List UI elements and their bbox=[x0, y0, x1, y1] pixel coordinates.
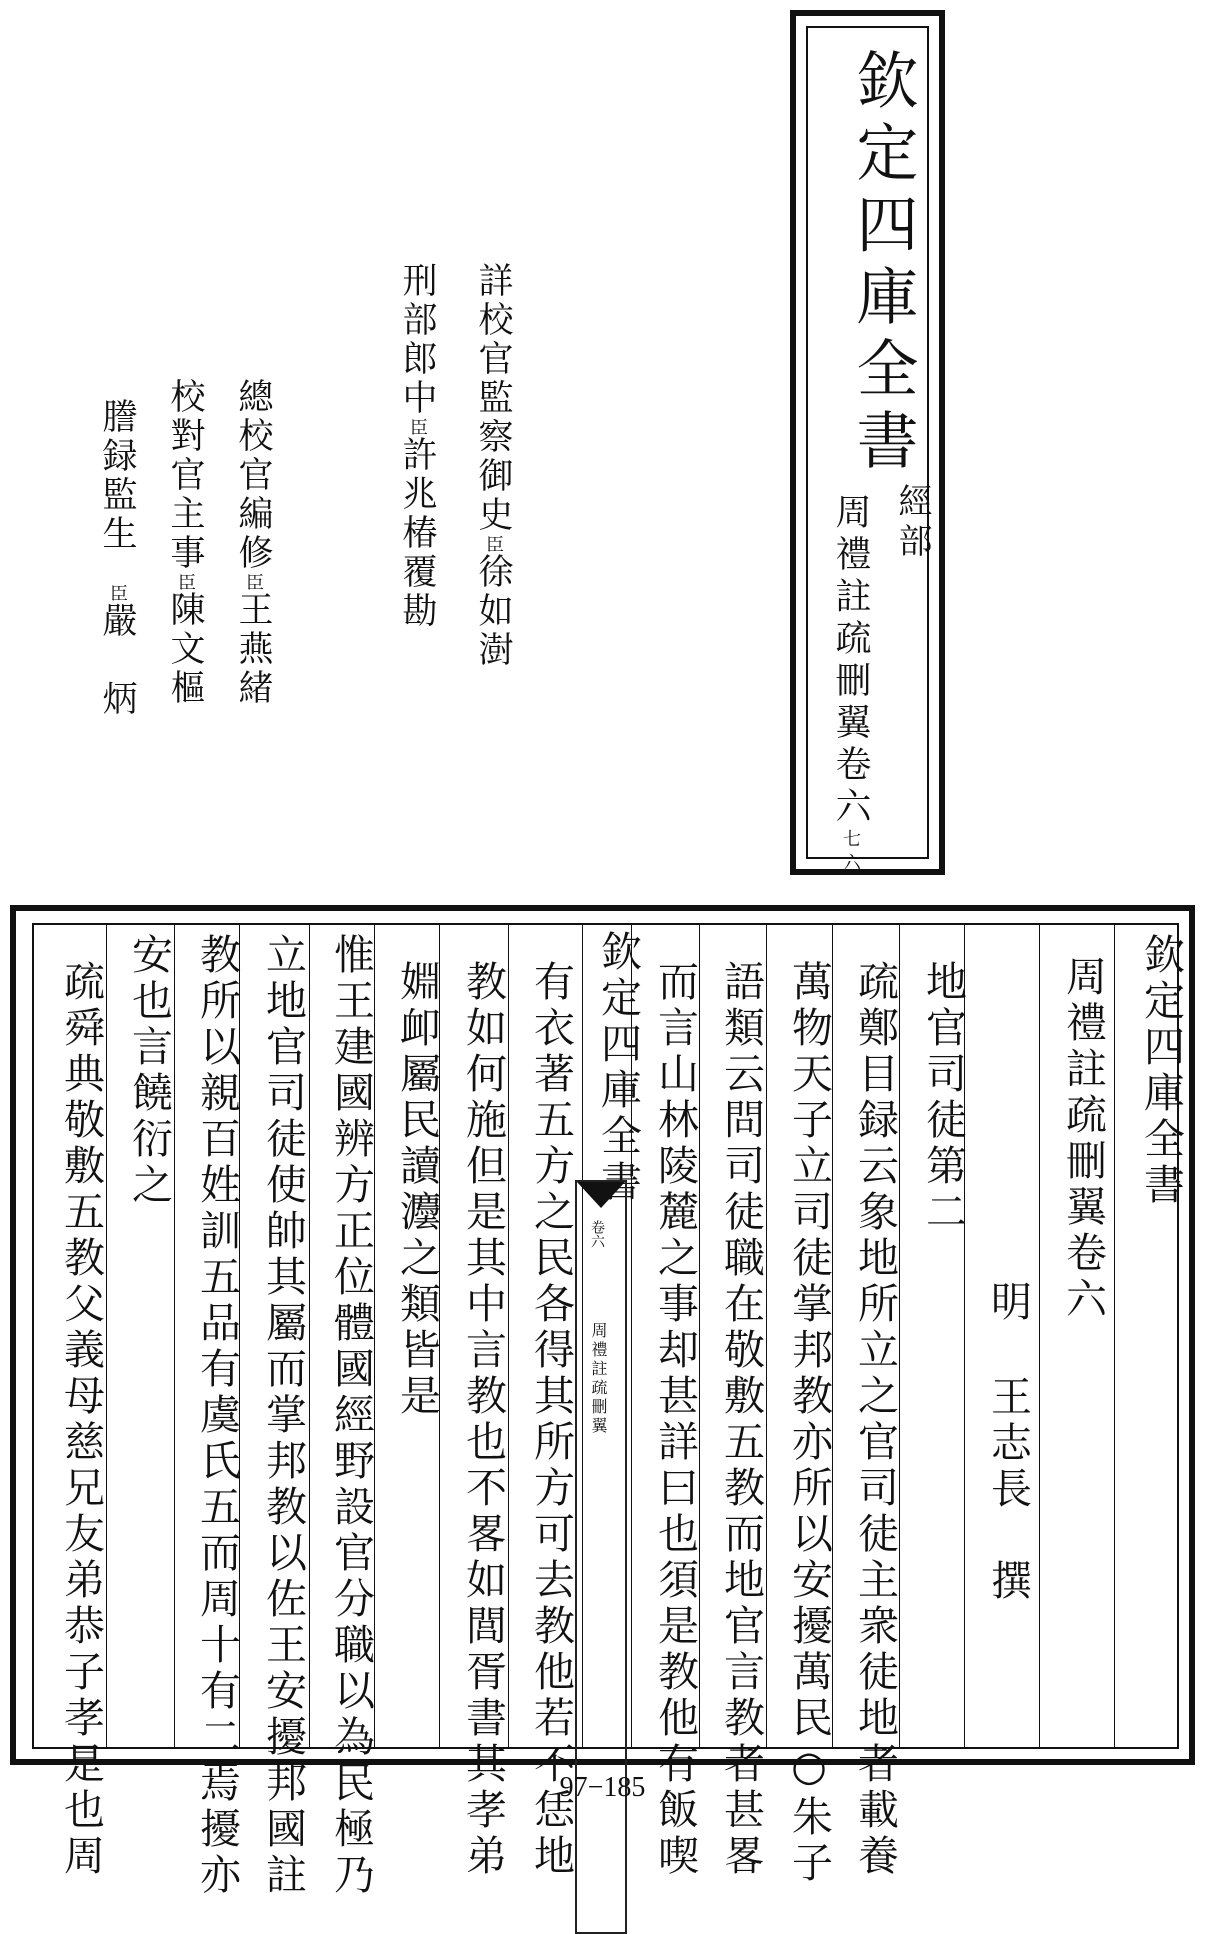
text-line: 教所以親百姓訓五品有虞氏五而周十有二焉擾亦 bbox=[193, 933, 241, 1899]
credit-name: 王燕緒 bbox=[233, 591, 273, 708]
text-line: 惟王建國辨方正位體國經野設官分職以為民極乃 bbox=[327, 933, 375, 1899]
page-number: 97−185 bbox=[559, 1772, 646, 1803]
text-line: 語類云問司徒職在敬敷五教而地官言教者甚畧 bbox=[717, 960, 765, 1880]
credit-role: 詳校官監察御史 bbox=[473, 262, 513, 535]
credit-role: 總校官編修 bbox=[233, 378, 273, 573]
text-line: 有衣著五方之民各得其所方可去教他若不恁地 bbox=[527, 960, 575, 1880]
cover-subtitle-text: 周禮註疏刪翼卷六 bbox=[830, 493, 871, 829]
credit-role: 謄録監生 bbox=[97, 398, 137, 554]
section-title: 地官司徒第二 bbox=[919, 960, 967, 1236]
cover-subtitle bbox=[825, 493, 876, 877]
text-line: 萬物天子立司徒掌邦教亦所以安擾萬民○朱子 bbox=[785, 960, 833, 1887]
credit-name: 嚴 炳 bbox=[97, 602, 137, 719]
volume-title: 周禮註疏刪翼卷六 bbox=[1059, 955, 1107, 1323]
text-line: 疏舜典敬敷五教父義母慈兄友弟恭子孝是也周 bbox=[57, 960, 105, 1880]
cover-title-box bbox=[790, 10, 945, 875]
text-line: 而言山林陵麓之事却甚詳曰也須是教他有飯喫 bbox=[651, 960, 699, 1880]
page-header: 欽定四庫全書 bbox=[1137, 933, 1185, 1209]
fish-tail-mark bbox=[577, 1182, 625, 1208]
cover-title-box-inner bbox=[806, 26, 932, 877]
credit-line bbox=[160, 378, 210, 708]
credit-rank: 臣 bbox=[243, 573, 264, 591]
center-slip-title: 周禮註疏刪翼 bbox=[589, 1322, 608, 1436]
text-line: 安也言饒衍之 bbox=[125, 933, 173, 1209]
credit-role: 校對官主事 bbox=[165, 378, 205, 573]
cover-category: 經部 bbox=[892, 483, 932, 563]
credit-line bbox=[92, 398, 142, 719]
dynasty: 明 bbox=[984, 1280, 1032, 1326]
column-rule bbox=[1114, 925, 1115, 1747]
center-label: 欽定四庫全書 bbox=[594, 930, 642, 1206]
text-line: 立地官司徒使帥其屬而掌邦教以佐王安擾邦國註 bbox=[259, 933, 307, 1899]
text-line: 婣卹屬民讀灋之類皆是 bbox=[393, 960, 441, 1420]
credit-line bbox=[468, 262, 518, 670]
text-line: 疏鄭目録云象地所立之官司徒主衆徒地者載養 bbox=[851, 960, 899, 1880]
credit-name: 徐如澍 bbox=[473, 553, 513, 670]
text-line: 教如何施但是其中言教也不畧如閭胥書其孝弟 bbox=[459, 960, 507, 1880]
credit-rank: 臣 bbox=[483, 535, 504, 553]
cover-title: 欽定四庫全書 bbox=[846, 48, 919, 480]
column-rule bbox=[1039, 925, 1040, 1747]
credit-rank: 臣 bbox=[407, 418, 428, 436]
credit-rank: 臣 bbox=[107, 584, 128, 602]
center-slip-volume: 卷六 bbox=[589, 1220, 605, 1248]
credit-line bbox=[228, 378, 278, 708]
credit-line bbox=[392, 262, 442, 631]
credit-role: 刑部郎中 bbox=[397, 262, 437, 418]
credit-rank: 臣 bbox=[175, 573, 196, 591]
credit-name: 陳文樞 bbox=[165, 591, 205, 708]
cover-page-note: 七六 bbox=[840, 829, 861, 877]
center-fold-slip bbox=[575, 1180, 627, 1934]
author: 王志長 撰 bbox=[984, 1375, 1032, 1605]
credit-name: 許兆椿覆勘 bbox=[397, 436, 437, 631]
